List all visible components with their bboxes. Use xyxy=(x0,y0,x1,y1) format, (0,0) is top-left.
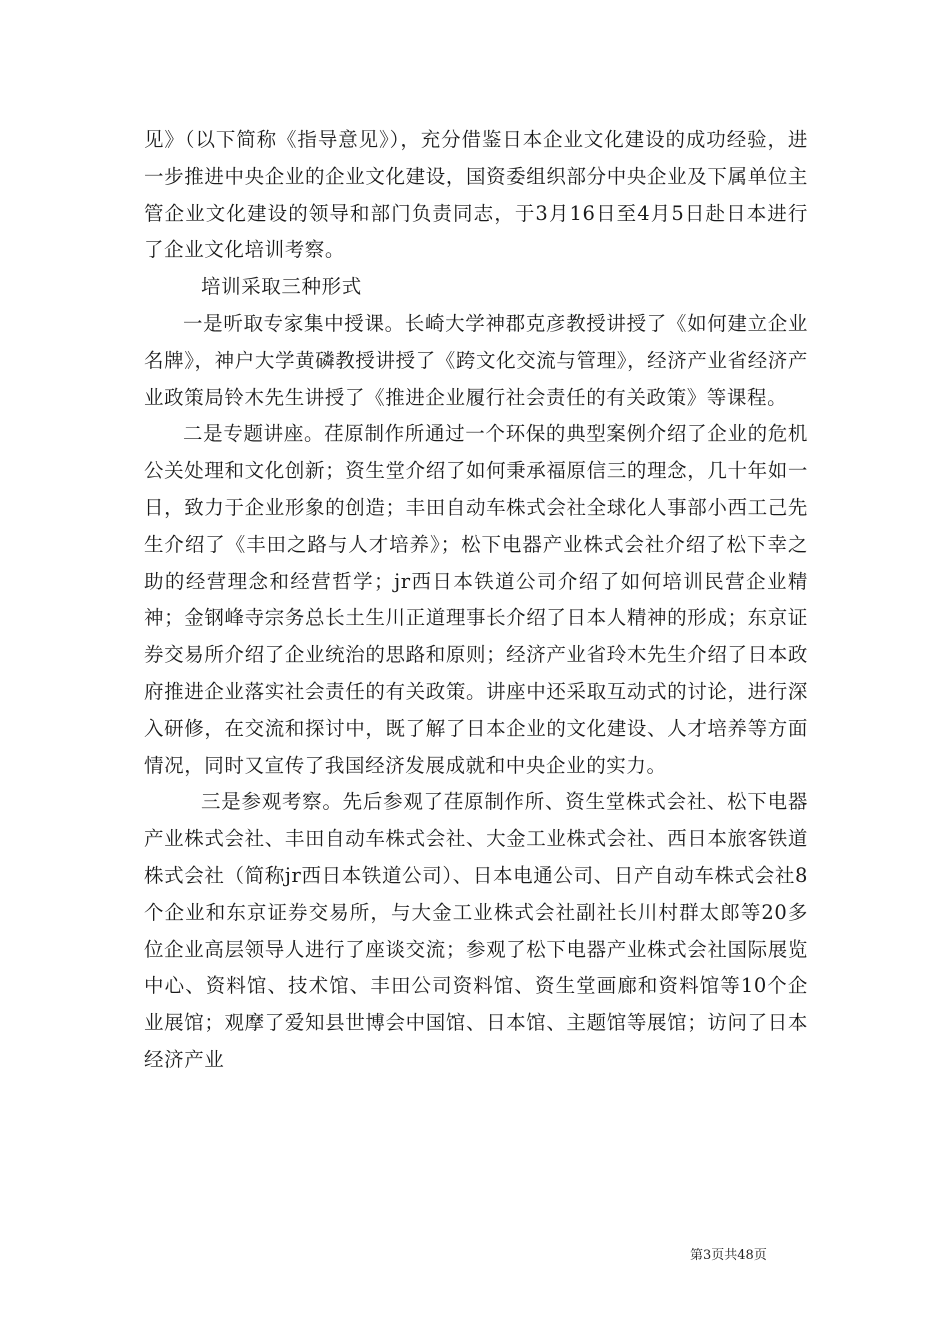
paragraph-site-visits: 三是参观考察。先后参观了荏原制作所、资生堂株式会社、松下电器产业株式会社、丰田自动车株式会社、大金工业株式会社、西日本旅客铁道株式会社（简称jr西日本铁道公司）、日本电通公司、日产自动车株式会社8个企业和东京证券交易所，与大金工业株式会社副社长川村群太郎等20多位企业高层领导人进行了座谈交流；参观了松下电器产业株式会社国际展览中心、资料馆、技术馆、丰田公司资料馆、资生堂画廊和资料馆等10个企业展馆；观摩了爱知县世博会中国馆、日本馆、主题馆等展馆；访问了日本经济产业 xyxy=(144,790,808,1071)
document-body xyxy=(144,122,808,1079)
page-number-footer: 第3页共48页 xyxy=(690,1248,767,1263)
paragraph-special-seminars: 二是专题讲座。荏原制作所通过一个环保的典型案例介绍了企业的危机公关处理和文化创新；资生堂介绍了如何秉承福原信三的理念，几十年如一日，致力于企业形象的创造；丰田自动车株式会社全球化人事部小西工己先生介绍了《丰田之路与人才培养》；松下电器产业株式会社介绍了松下幸之助的经营理念和经营哲学；jr西日本铁道公司介绍了如何培训民营企业精神；金钢峰寺宗务总长土生川正道理事长介绍了日本人精神的形成；东京证券交易所介绍了企业统治的思路和原则；经济产业省玲木先生介绍了日本政府推进企业落实社会责任的有关政策。讲座中还采取互动式的讨论，进行深入研修，在交流和探讨中，既了解了日本企业的文化建设、人才培养等方面情况，同时又宣传了我国经济发展成就和中央企业的实力。 xyxy=(144,422,808,777)
paragraph-intro-continued: 见》（以下简称《指导意见》），充分借鉴日本企业文化建设的成功经验，进一步推进中央企业的企业文化建设，国资委组织部分中央企业及下属单位主管企业文化建设的领导和部门负责同志，于3月16日至4月5日赴日本进行了企业文化培训考察。 xyxy=(144,128,808,262)
section-heading-training-forms: 培训采取三种形式 xyxy=(201,275,362,299)
paragraph-expert-lectures: 一是听取专家集中授课。长崎大学神郡克彦教授讲授了《如何建立企业名牌》，神户大学黄磷教授讲授了《跨文化交流与管理》，经济产业省经济产业政策局铃木先生讲授了《推进企业履行社会责任的有关政策》等课程。 xyxy=(144,311,808,409)
